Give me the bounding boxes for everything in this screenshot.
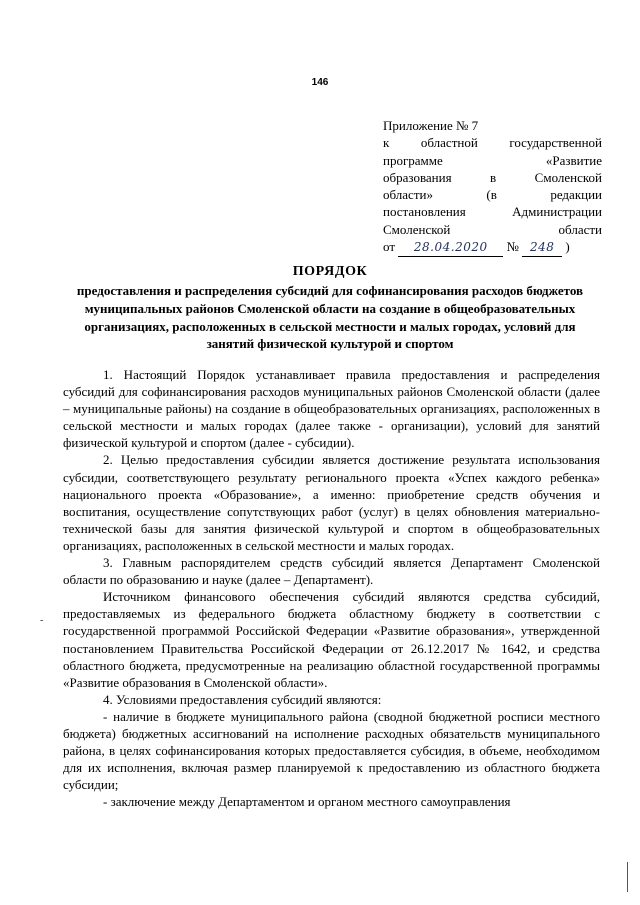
appendix-line: образования в Смоленской — [383, 169, 602, 185]
appendix-line: области» (в редакции — [383, 187, 602, 203]
paragraph-2: 2. Целью предоставления субсидии является достижение результата использования субсидии, соответствующего результату регионального проекта «Успех каждого ребенка» национального проекта «Образование», а именно: приобретение средств обучения и воспитания, осуществление сопутствующих работ (услуг) в целях обновления материально-технической базы для занятия физической культурой и спортом в общеобразовательных организациях, расположенных в сельской местности и малых городах. — [63, 452, 600, 553]
appendix-line: Приложение № 7 — [383, 118, 479, 133]
appendix-line: Смоленской области — [383, 221, 602, 237]
handwritten-date: 28.04.2020 — [413, 240, 488, 255]
document-subtitle: предоставления и распределения субсидий для софинансирования расходов бюджетов муниципальных районов Смоленской области на создание в общеобразовательных организациях, расположенных в сельской местности и малых городах, условий для занятий физической культурой и спортом — [76, 283, 584, 352]
handwritten-number: 248 — [529, 240, 555, 255]
sign-suffix: ) — [565, 239, 570, 255]
document-title: ПОРЯДОК — [292, 264, 368, 279]
date-field — [398, 238, 503, 257]
sign-prefix: от — [383, 239, 396, 255]
paragraph-1: 1. Настоящий Порядок устанавливает правила предоставления и распределения субсидий для софинансирования расходов муниципальных районов Смоленской области (далее – муниципальные районы) на создание в общеобразовательных организациях, расположенных в сельской местности и малых городах (далее также - организации), условий для занятий физической культурой и спортом (далее - субсидии). — [63, 367, 600, 451]
page-number: 146 — [311, 77, 329, 88]
number-label: № — [506, 239, 519, 255]
document-body — [63, 366, 600, 810]
scan-edge-line — [627, 862, 628, 892]
paragraph-condition-2: - заключение между Департаментом и органом местного самоуправления — [103, 794, 511, 810]
appendix-line: постановления Администрации — [383, 204, 602, 220]
number-field — [522, 238, 562, 257]
appendix-block — [383, 117, 602, 255]
paragraph-4: 4. Условиями предоставления субсидий являются: — [103, 691, 382, 707]
paragraph-3: 3. Главным распорядителем средств субсидий является Департамент Смоленской области по образованию и науке (далее – Департамент). — [63, 555, 600, 588]
paragraph-source: Источником финансового обеспечения субсидий являются средства субсидий, предоставляемых из федерального бюджета областному бюджету в соответствии с государственной программой Российской Федерации «Развитие образования», утвержденной постановлением Правительства Российской Федерации от 26.12.2017 № 1642, и средства областного бюджета, предусмотренные на реализацию областной государственной программы «Развитие образования в Смоленской области». — [63, 589, 600, 690]
appendix-line: программе «Развитие — [383, 152, 602, 168]
appendix-line: к областной государственной — [383, 135, 602, 151]
margin-mark: - — [40, 615, 44, 626]
paragraph-condition-1: - наличие в бюджете муниципального района (сводной бюджетной росписи местного бюджета) бюджетных ассигнований на исполнение расходных обязательств муниципального района, в целях софинансирования которых предоставляется субсидия, в объеме, необходимом для их исполнения, включая размер планируемой к предоставлению из областного бюджета субсидии; — [63, 708, 600, 793]
signature-line — [383, 238, 602, 255]
